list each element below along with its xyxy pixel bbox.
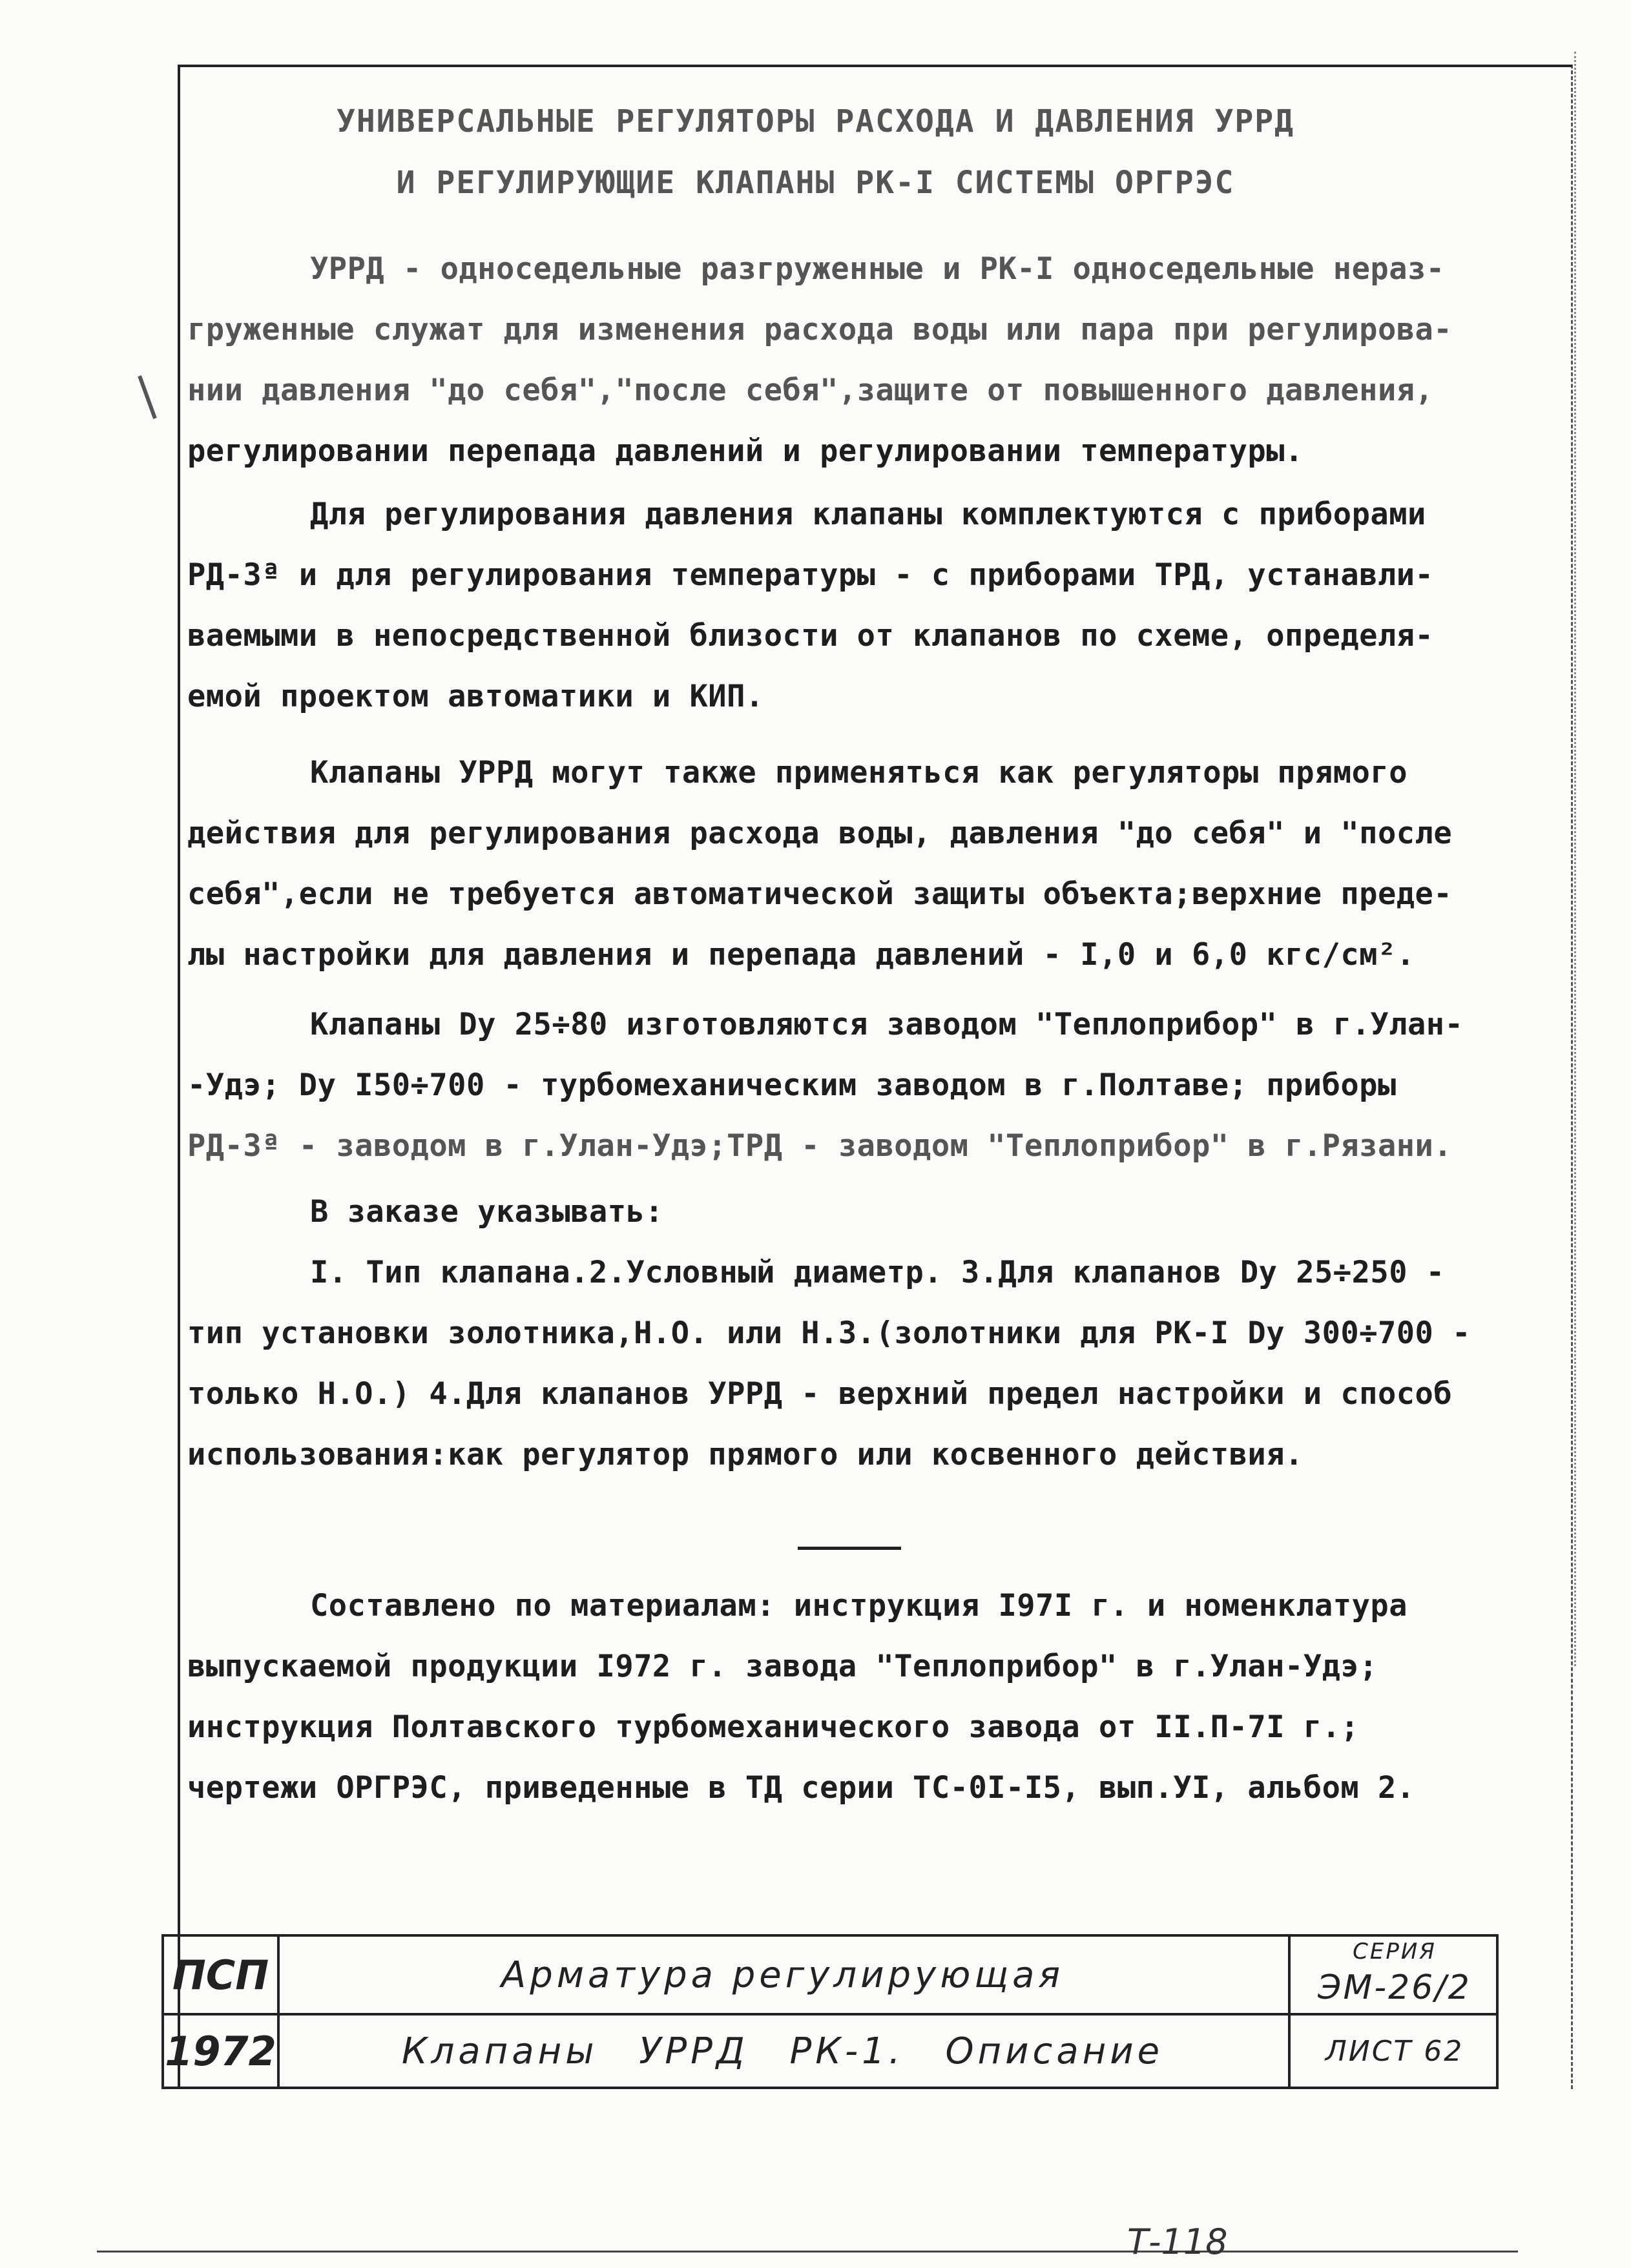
text-line: УРРД - односедельные разгруженные и РК-I односедельные нераз-: [310, 251, 1445, 287]
sources-section: [187, 1576, 1524, 1819]
stamp-subtitle: Клапаны УРРД РК-1. Описание: [401, 2030, 1164, 2072]
text-line: выпускаемой продукции I972 г. завода "Теплоприбор" в г.Улан-Удэ;: [187, 1649, 1378, 1684]
text-line: регулировании перепада давлений и регулировании температуры.: [187, 433, 1304, 469]
stamp-sheet: ЛИСТ 62: [1325, 2034, 1464, 2068]
text-line: ваемыми в непосредственной близости от клапанов по схеме, определя-: [187, 618, 1434, 654]
text-line: I. Тип клапана.2.Условный диаметр. 3.Для клапанов Dу 25÷250 -: [310, 1255, 1445, 1290]
text-line: лы настройки для давления и перепада давлений - I,0 и 6,0 кгс/см².: [187, 937, 1415, 973]
text-line: Клапаны УРРД могут также применяться как регуляторы прямого: [310, 755, 1408, 790]
heading-line-1: УНИВЕРСАЛЬНЫЕ РЕГУЛЯТОРЫ РАСХОДА И ДАВЛЕНИЯ УРРД: [336, 103, 1295, 139]
text-line: чертежи ОРГРЭС, приведенные в ТД серии ТС-0I-I5, вып.УI, альбом 2.: [187, 1770, 1415, 1806]
text-line: использования:как регулятор прямого или косвенного действия.: [187, 1437, 1304, 1472]
bottom-rule: [97, 2251, 1518, 2253]
section-divider: [798, 1547, 901, 1550]
order-section: [187, 1182, 1524, 1485]
stamp-code: ПСП: [172, 1951, 269, 1999]
stamp-series-label: СЕРИЯ: [1353, 1938, 1437, 1964]
text-line: емой проектом автоматики и КИП.: [187, 679, 764, 714]
text-line: Составлено по материалам: инструкция I97I г. и номенклатура: [310, 1588, 1408, 1624]
title-block: [161, 1934, 1499, 2089]
heading-line-2: И РЕГУЛИРУЮЩИЕ КЛАПАНЫ РК-I СИСТЕМЫ ОРГРЭС: [396, 165, 1235, 201]
page-number: Т-118: [1127, 2222, 1228, 2262]
text-line: себя",если не требуется автоматической защиты объекта;верхние преде-: [187, 876, 1453, 912]
text-line: РД-3ª и для регулирования температуры - с приборами ТРД, устанавли-: [187, 557, 1434, 593]
text-line: РД-3ª - заводом в г.Улан-Удэ;ТРД - заводом "Теплоприбор" в г.Рязани.: [187, 1128, 1453, 1164]
paragraph-instruments: [187, 484, 1524, 727]
paragraph-manufacturers: [187, 995, 1524, 1177]
stamp-series: ЭМ-26/2: [1318, 1968, 1471, 2007]
text-line: Клапаны Dу 25÷80 изготовляются заводом "Теплоприбор" в г.Улан-: [310, 1007, 1464, 1042]
order-title: В заказе указывать:: [310, 1194, 664, 1230]
text-line: инструкция Полтавского турбомеханического завода от II.П-7I г.;: [187, 1709, 1360, 1745]
paragraph-purpose: [187, 239, 1524, 482]
scan-edge-marks: [1574, 52, 1578, 1666]
stamp-title: Арматура регулирующая: [501, 1954, 1065, 1996]
margin-mark: [138, 375, 157, 419]
text-line: Для регулирования давления клапаны комплектуются с приборами: [310, 497, 1426, 532]
text-line: груженные служат для изменения расхода воды или пара при регулирова-: [187, 312, 1453, 347]
paragraph-direct-action: [187, 743, 1524, 985]
text-line: -Удэ; Dу I50÷700 - турбомеханическим заводом в г.Полтаве; приборы: [187, 1067, 1397, 1103]
text-line: только Н.О.) 4.Для клапанов УРРД - верхний предел настройки и способ: [187, 1376, 1453, 1412]
text-line: нии давления "до себя","после себя",защите от повышенного давления,: [187, 373, 1434, 408]
text-line: действия для регулирования расхода воды, давления "до себя" и "после: [187, 816, 1453, 851]
stamp-year: 1972: [165, 2027, 276, 2075]
text-line: тип установки золотника,Н.О. или Н.З.(золотники для РК-I Dу 300÷700 -: [187, 1315, 1471, 1351]
